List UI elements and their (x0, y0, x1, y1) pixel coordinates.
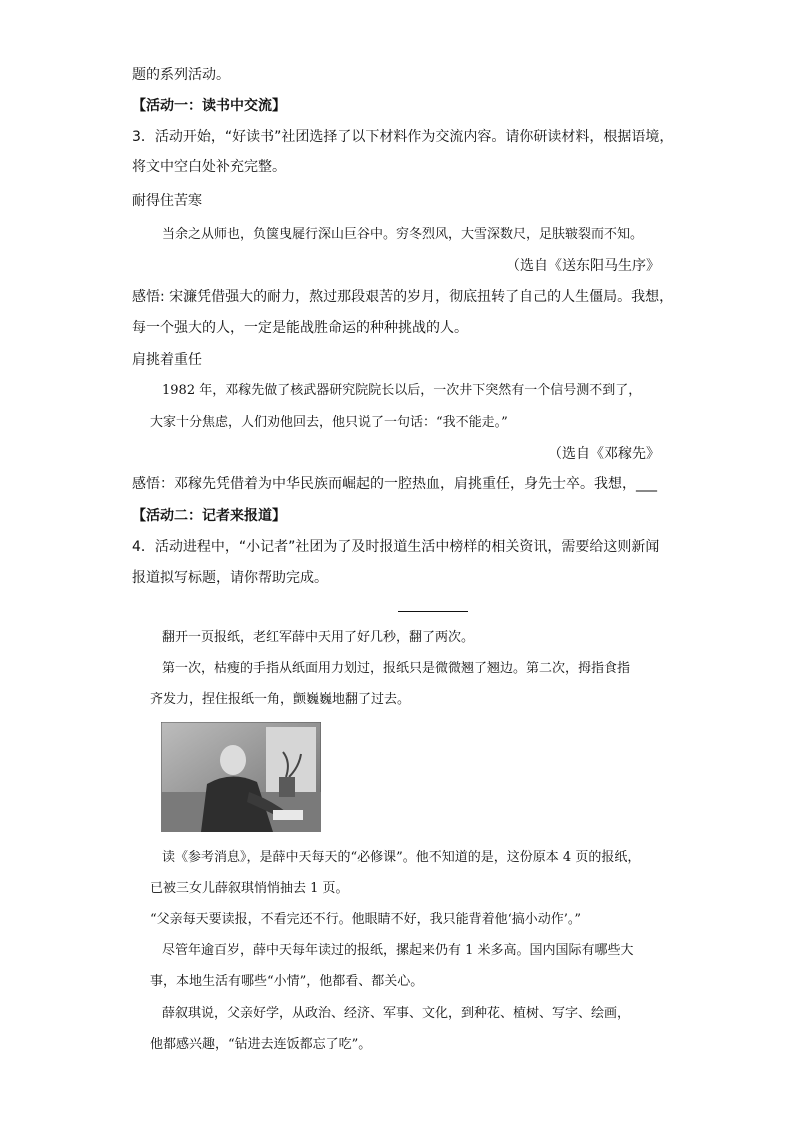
news-paragraph-6-line-1: 薛叙琪说，父亲好学，从政治、经济、军事、文化，到种花、植树、写字、绘画， (162, 1006, 631, 1021)
material-title-2: 肩挑着重任 (132, 352, 202, 368)
question-3-line-1: 3．活动开始，“好读书”社团选择了以下材料作为交流内容。请你研读材料，根据语境， (132, 129, 674, 145)
reflection-1-line-1: 感悟: 宋濂凭借强大的耐力，熬过那段艰苦的岁月，彻底扭转了自己的人生僵局。我想， (132, 289, 674, 305)
source-2: （选自《邓稼先》 (548, 446, 660, 462)
headline-blank (398, 611, 468, 612)
news-paragraph-3-line-1: 读《参考消息》，是薛中天每天的“必修课”。他不知道的是，这份原本 4 页的报纸， (162, 850, 641, 865)
news-paragraph-1: 翻开一页报纸，老红军薛中天用了好几秒，翻了两次。 (162, 630, 475, 645)
news-paragraph-2-line-1: 第一次，枯瘦的手指从纸面用力划过，报纸只是微微翘了翘边。第二次，拇指食指 (162, 661, 631, 676)
news-paragraph-5-line-2: 事，本地生活有哪些“小情”，他都看、都关心。 (150, 974, 424, 989)
news-paragraph-5-line-1: 尽管年逾百岁，薛中天每年读过的报纸，摞起来仍有 1 米多高。国内国际有哪些大 (162, 943, 634, 958)
section-heading-activity-1: 【活动一：读书中交流】 (132, 98, 286, 114)
quote-1: 当余之从师也，负箧曳屣行深山巨谷中。穷冬烈风，大雪深数尺，足肤皲裂而不知。 (162, 227, 644, 242)
news-photo (161, 722, 321, 832)
news-paragraph-4: “父亲每天要读报，不看完还不行。他眼睛不好，我只能背着他‘搞小动作’。” (150, 912, 582, 927)
reflection-2: 感悟：邓稼先凭借着为中华民族而崛起的一腔热血，肩挑重任，身先士卒。我想，___ (132, 476, 657, 492)
reflection-1-line-2: 每一个强大的人，一定是能战胜命运的种种挑战的人。 (132, 320, 468, 336)
source-1: （选自《送东阳马生序》 (506, 258, 660, 274)
news-paragraph-3-line-2: 已被三女儿薛叙琪悄悄抽去 1 页。 (150, 881, 349, 896)
quote-2-line-2: 大家十分焦虑，人们劝他回去，他只说了一句话：“我不能走。” (150, 415, 508, 430)
material-title-1: 耐得住苦寒 (132, 193, 202, 209)
news-paragraph-2-line-2: 齐发力，捏住报纸一角，颤巍巍地翻了过去。 (150, 692, 411, 707)
question-4-line-1: 4．活动进程中，“小记者”社团为了及时报道生活中榜样的相关资讯，需要给这则新闻 (132, 539, 660, 555)
text-line: 题的系列活动。 (132, 67, 230, 83)
news-paragraph-6-line-2: 他都感兴趣，“钻进去连饭都忘了吃”。 (150, 1037, 372, 1052)
section-heading-activity-2: 【活动二：记者来报道】 (132, 508, 286, 524)
question-4-line-2: 报道拟写标题，请你帮助完成。 (132, 570, 328, 586)
quote-2-line-1: 1982 年，邓稼先做了核武器研究院院长以后，一次井下突然有一个信号测不到了， (162, 383, 642, 398)
question-3-line-2: 将文中空白处补充完整。 (132, 159, 286, 175)
